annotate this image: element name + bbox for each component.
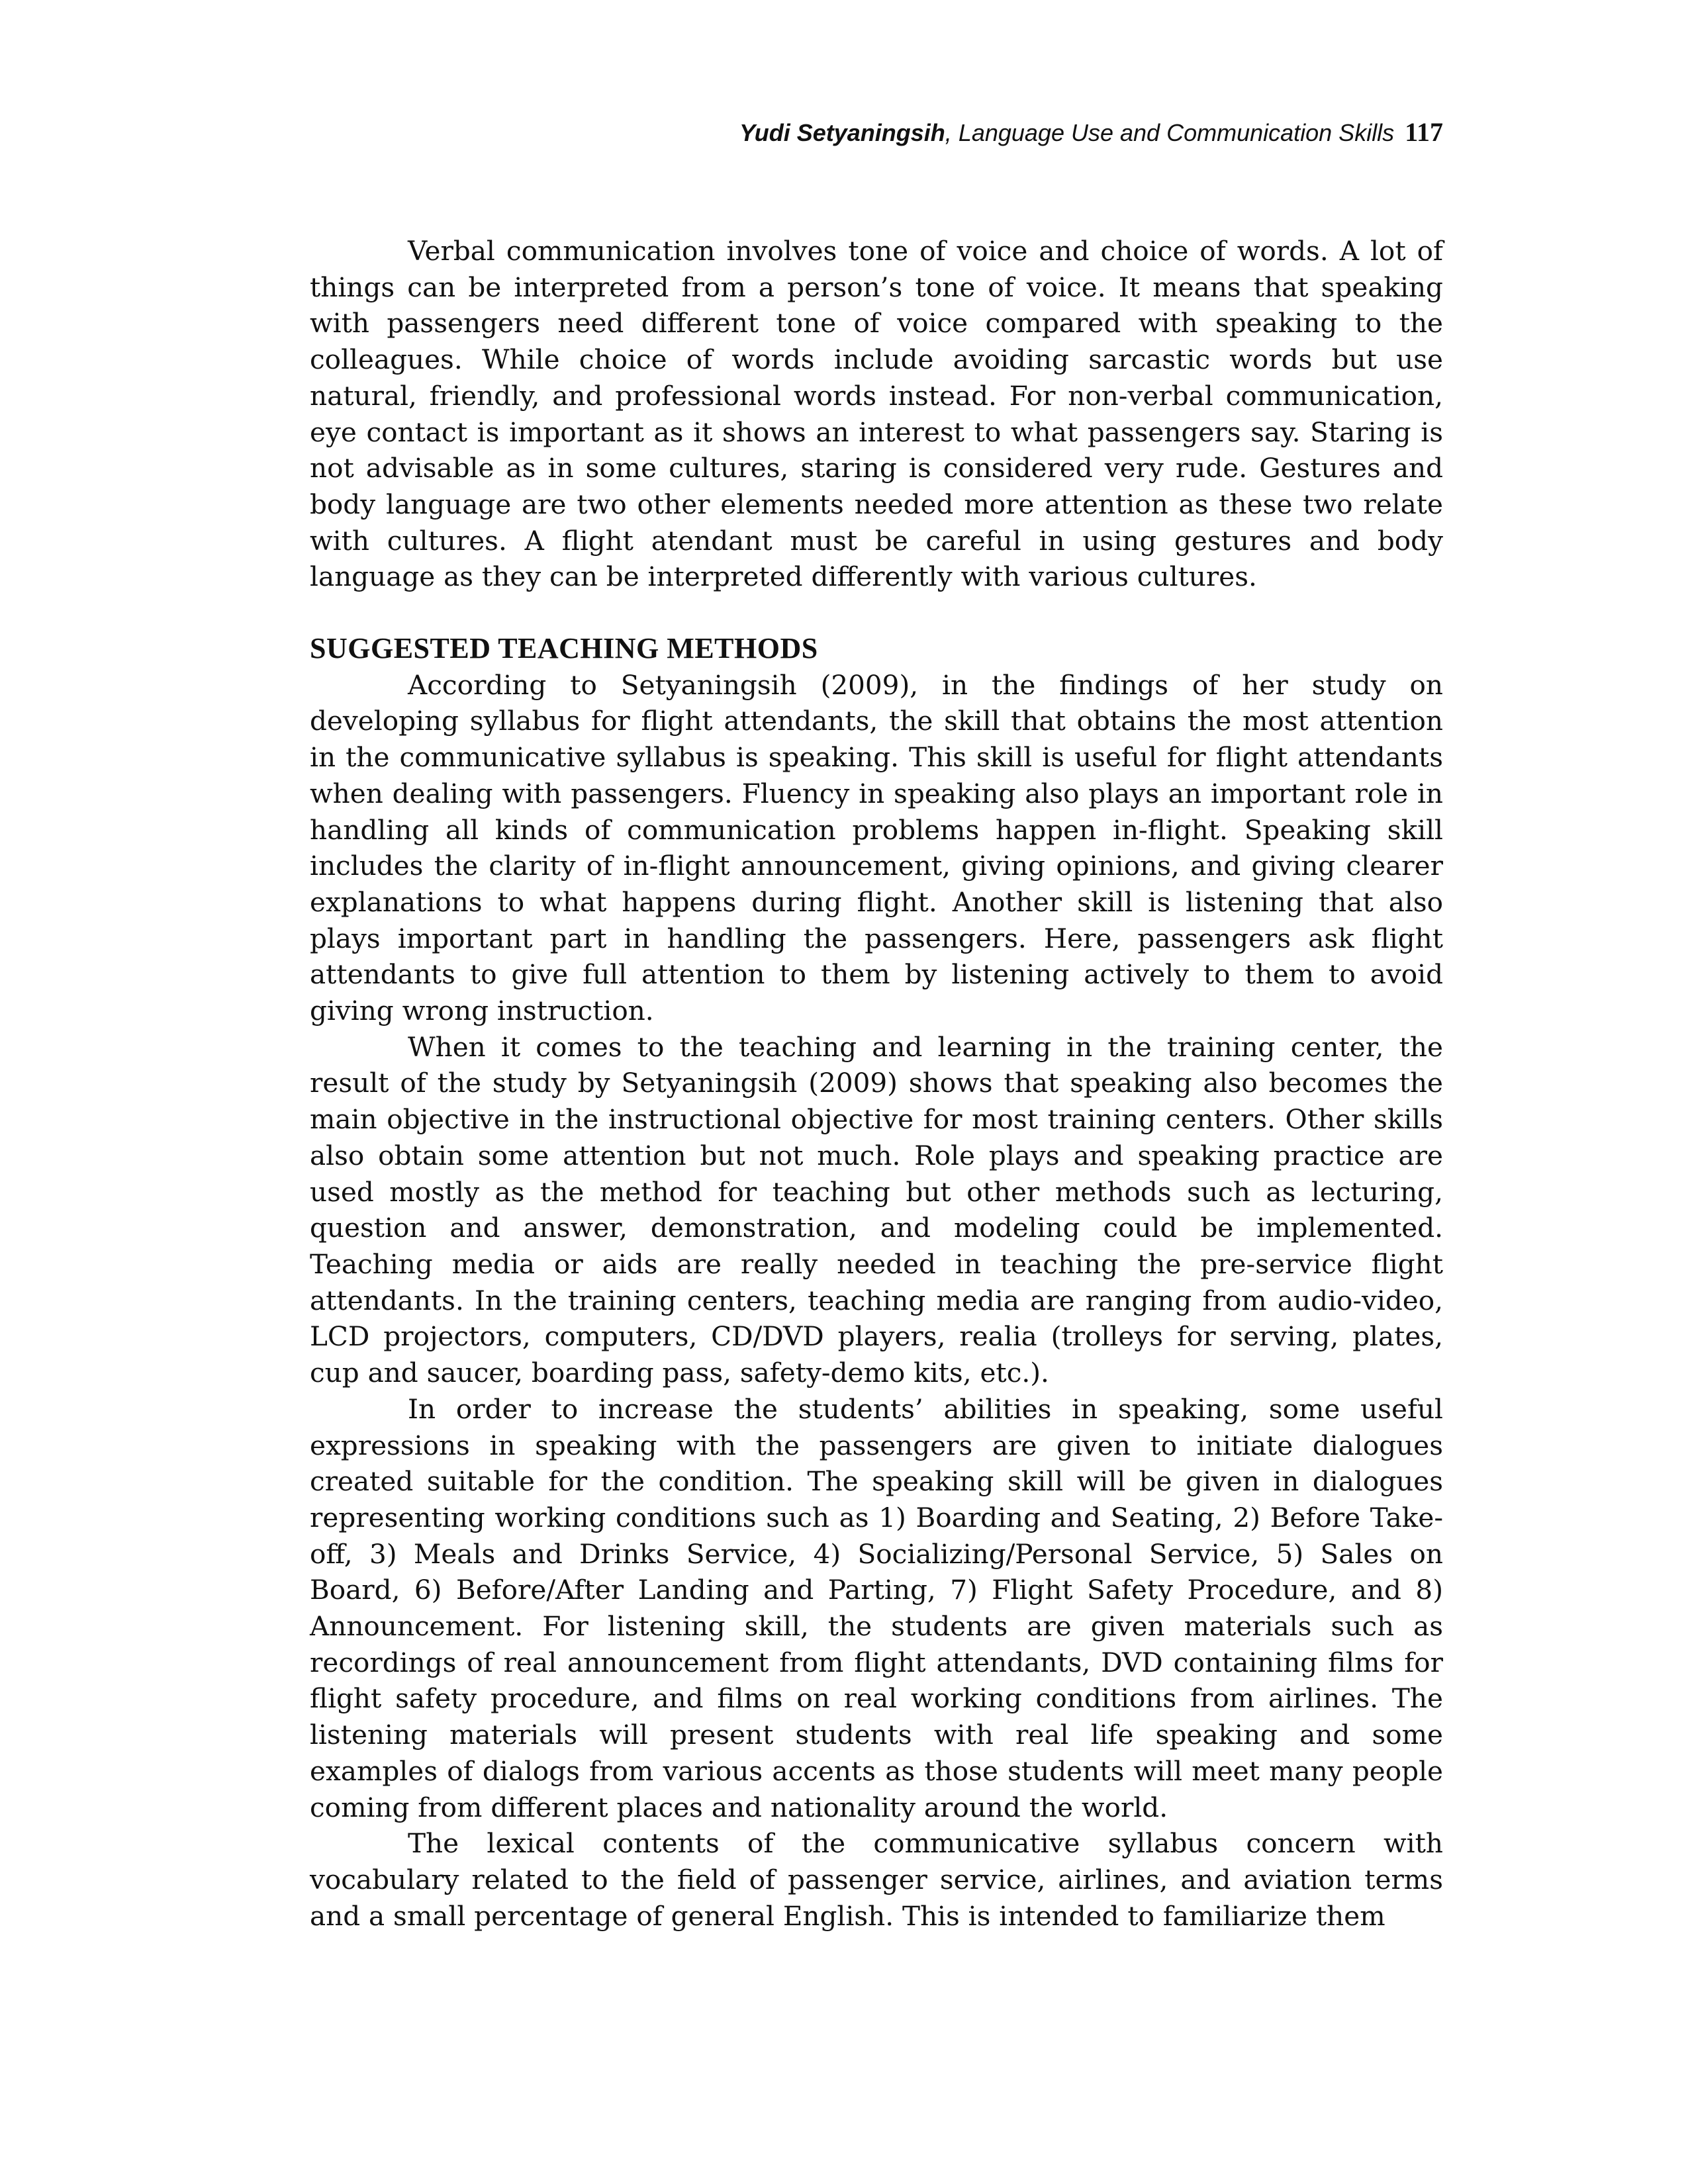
section-heading: SUGGESTED TEACHING METHODS <box>310 632 818 665</box>
paragraph: When it comes to the teaching and learning in the training center, the result of the study by Setyaningsih (2009) shows that speaking also becomes the main objective in the instructional objective for most training centers. Other skills also obtain some attention but not much. Role plays and speaking practice are used mostly as the method for teaching but other methods such as lecturing, question and answer, demonstration, and modeling could be implemented. Teaching media or aids are really needed in teaching the pre-service flight attendants. In the training centers, teaching media are ranging from audio-video, LCD projectors, computers, CD/DVD players, realia (trolleys for serving, plates, cup and saucer, boarding pass, safety-demo kits, etc.). <box>310 1030 1443 1389</box>
running-header <box>739 116 1443 148</box>
paragraph: According to Setyaningsih (2009), in the findings of her study on developing syllabus for flight attendants, the skill that obtains the most attention in the communicative syllabus is speaking. This skill is useful for flight attendants when dealing with passengers. Fluency in speaking also plays an important role in handling all kinds of communication problems happen in-flight. Speaking skill includes the clarity of in-flight announcement, giving opinions, and giving clearer explanations to what happens during flight. Another skill is listening that also plays important part in handling the passengers. Here, passengers ask flight attendants to give full attention to them by listening actively to them to avoid giving wrong instruction. <box>310 668 1443 1027</box>
body-text <box>310 233 1443 1934</box>
header-title: Language Use and Communication Skills <box>958 119 1395 146</box>
header-author: Yudi Setyaningsih <box>739 119 945 146</box>
header-separator: , <box>945 119 959 146</box>
paragraph: The lexical contents of the communicative syllabus concern with vocabulary related to the field of passenger service, airlines, and aviation terms and a small percentage of general English. This is intended to familiarize them <box>310 1827 1443 1932</box>
paragraph: Verbal communication involves tone of voice and choice of words. A lot of things can be interpreted from a person’s tone of voice. It means that speaking with passengers need different tone of voice compared with speaking to the colleagues. While choice of words include avoiding sarcastic words but use natural, friendly, and professional words instead. For non-verbal communication, eye contact is important as it shows an interest to what passengers say. Staring is not advisable as in some cultures, staring is considered very rude. Gestures and body language are two other elements needed more attention as these two relate with cultures. A flight atendant must be careful in using gestures and body language as they can be interpreted differently with various cultures. <box>310 235 1443 593</box>
paragraph: In order to increase the students’ abilities in speaking, some useful expressions in speaking with the passengers are given to initiate dialogues created suitable for the condition. The speaking skill will be given in dialogues representing working conditions such as 1) Boarding and Seating, 2) Before Take-off, 3) Meals and Drinks Service, 4) Socializing/Personal Service, 5) Sales on Board, 6) Before/After Landing and Parting, 7) Flight Safety Procedure, and 8) Announcement. For listening skill, the students are given materials such as recordings of real announcement from flight attendants, DVD containing films for flight safety procedure, and films on real working conditions from airlines. The listening materials will present students with real life speaking and some examples of dialogs from various accents as those students will meet many people coming from different places and nationality around the world. <box>310 1392 1443 1823</box>
page-number: 117 <box>1405 117 1443 147</box>
